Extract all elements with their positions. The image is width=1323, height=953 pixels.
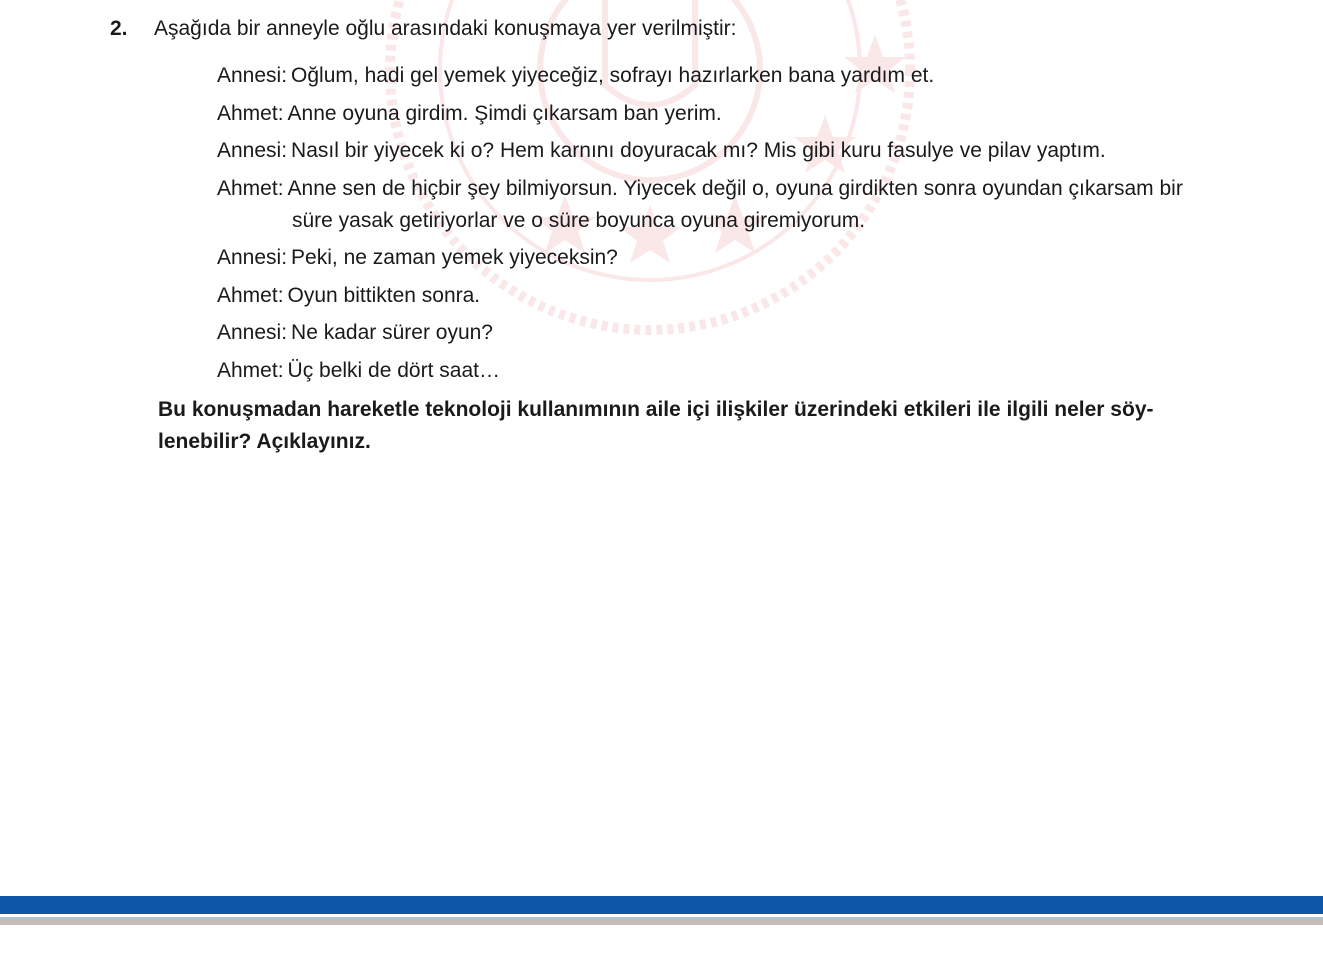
dialogue-line bbox=[217, 317, 1227, 349]
speaker: Annesi: bbox=[217, 139, 288, 162]
dialogue-line bbox=[217, 98, 1227, 130]
footer-blue-bar bbox=[0, 896, 1323, 914]
speaker: Annesi: bbox=[217, 246, 288, 269]
dialogue-line bbox=[217, 280, 1227, 312]
speaker: Ahmet: bbox=[217, 176, 284, 200]
utterance: Oyun bittikten sonra. bbox=[287, 283, 481, 307]
dialogue-line bbox=[217, 355, 1227, 387]
speaker: Ahmet: bbox=[217, 283, 284, 307]
utterance: Anne oyuna girdim. Şimdi çıkarsam ban yerim. bbox=[287, 101, 722, 125]
question-intro: Aşağıda bir anneyle oğlu arasındaki konuşmaya yer verilmiştir: bbox=[154, 17, 737, 40]
dialogue bbox=[217, 60, 1227, 392]
utterance: Nasıl bir yiyecek ki o? Hem karnını doyuracak mı? Mis gibi kuru fasulye ve pilav yaptım. bbox=[291, 139, 1106, 162]
dialogue-line bbox=[217, 242, 1227, 274]
question-number: 2. bbox=[110, 17, 128, 40]
utterance: Ne kadar sürer oyun? bbox=[291, 321, 493, 344]
dialogue-line bbox=[217, 60, 1227, 92]
dialogue-line bbox=[217, 173, 1227, 237]
utterance: Oğlum, hadi gel yemek yiyeceğiz, sofrayı hazırlarken bana yardım et. bbox=[291, 64, 935, 87]
utterance: Peki, ne zaman yemek yiyeceksin? bbox=[291, 246, 618, 269]
utterance: Üç belki de dört saat… bbox=[287, 358, 500, 382]
question-prompt: Bu konuşmadan hareketle teknoloji kullanımının aile içi ilişkiler üzerindeki etkileri ile ilgili neler söy-lenebilir? Açıklayınız. bbox=[158, 398, 1154, 453]
speaker: Annesi: bbox=[217, 321, 288, 344]
dialogue-line bbox=[217, 135, 1227, 167]
speaker: Ahmet: bbox=[217, 358, 284, 382]
speaker: Ahmet: bbox=[217, 101, 284, 125]
utterance: Anne sen de hiçbir şey bilmiyorsun. Yiyecek değil o, oyuna girdikten sonra oyundan çıkarsam bir süre yasak getiriyorlar ve o süre boyunca oyuna giremiyorum. bbox=[287, 176, 1183, 232]
footer-gray-bar bbox=[0, 917, 1323, 925]
speaker: Annesi: bbox=[217, 64, 288, 87]
